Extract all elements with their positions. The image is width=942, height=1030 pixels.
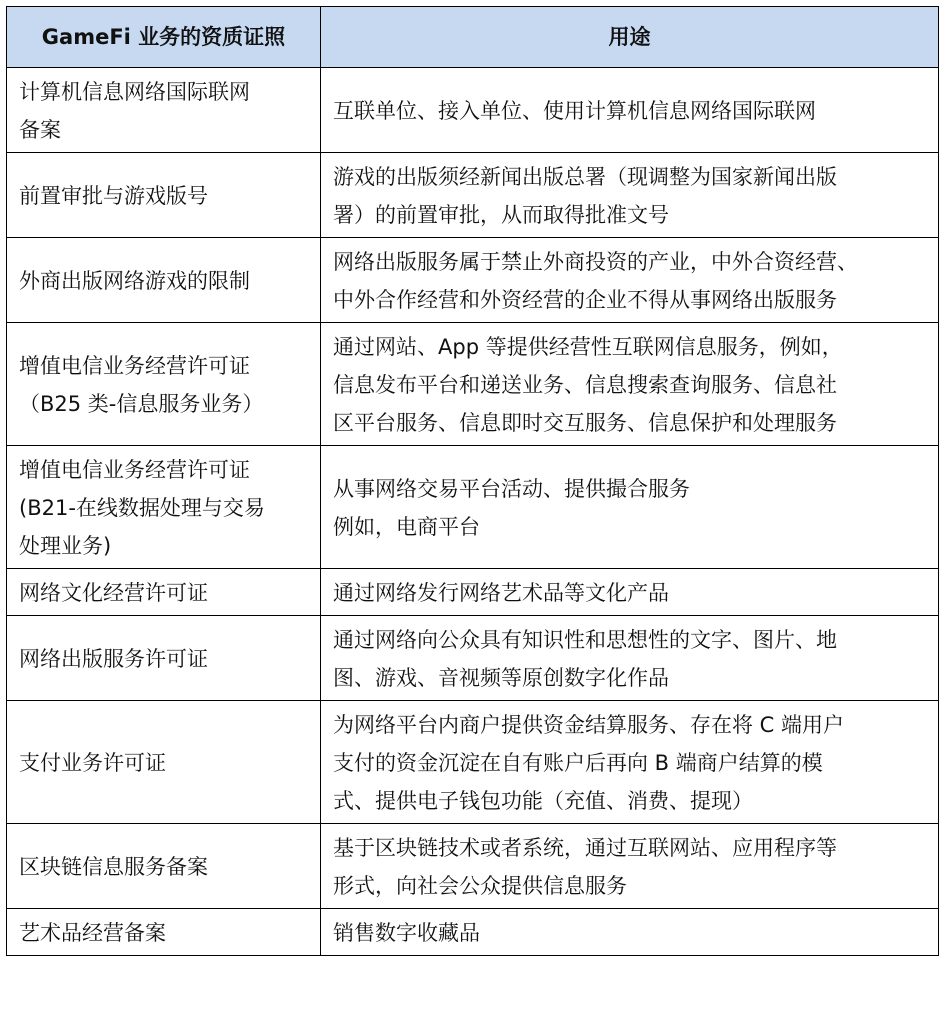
usage-cell (321, 909, 939, 956)
license-cell (7, 909, 321, 956)
cell-line: 处理业务) (19, 534, 112, 558)
table-row (7, 824, 939, 909)
license-cell (7, 824, 321, 909)
cell-line: 通过网站、App 等提供经营性互联网信息服务，例如， (333, 335, 843, 359)
usage-cell (321, 701, 939, 824)
cell-line: 网络文化经营许可证 (19, 581, 208, 605)
usage-cell (321, 824, 939, 909)
header-usage: 用途 (321, 7, 939, 68)
table-row (7, 238, 939, 323)
cell-line: (B21-在线数据处理与交易 (19, 496, 265, 520)
license-cell (7, 323, 321, 446)
license-cell (7, 446, 321, 569)
cell-line: 通过网络向公众具有知识性和思想性的文字、图片、地 (333, 628, 837, 652)
usage-cell (321, 323, 939, 446)
table-row (7, 153, 939, 238)
cell-line: 增值电信业务经营许可证 (19, 458, 250, 482)
table-row (7, 446, 939, 569)
cell-line: 计算机信息网络国际联网 (19, 80, 250, 104)
cell-line: 增值电信业务经营许可证 (19, 354, 250, 378)
cell-line: 基于区块链技术或者系统，通过互联网站、应用程序等 (333, 836, 837, 860)
cell-line: 区块链信息服务备案 (19, 855, 208, 879)
license-cell (7, 238, 321, 323)
cell-line: 备案 (19, 118, 61, 142)
license-cell (7, 701, 321, 824)
cell-line: 网络出版服务属于禁止外商投资的产业，中外合资经营、 (333, 250, 858, 274)
table-row (7, 616, 939, 701)
usage-cell (321, 153, 939, 238)
cell-line: 外商出版网络游戏的限制 (19, 269, 250, 293)
table-row (7, 909, 939, 956)
header-license: GameFi 业务的资质证照 (7, 7, 321, 68)
cell-line: 支付业务许可证 (19, 751, 166, 775)
cell-line: 署）的前置审批，从而取得批准文号 (333, 203, 669, 227)
usage-cell (321, 68, 939, 153)
cell-line: 为网络平台内商户提供资金结算服务、存在将 C 端用户 (333, 713, 845, 737)
cell-line: 前置审批与游戏版号 (19, 184, 208, 208)
usage-cell (321, 616, 939, 701)
cell-line: 销售数字收藏品 (333, 921, 480, 945)
license-cell (7, 616, 321, 701)
cell-line: 例如，电商平台 (333, 515, 480, 539)
usage-cell (321, 569, 939, 616)
cell-line: 互联单位、接入单位、使用计算机信息网络国际联网 (333, 99, 816, 123)
cell-line: 支付的资金沉淀在自有账户后再向 B 端商户结算的模 (333, 751, 823, 775)
license-cell (7, 153, 321, 238)
license-cell (7, 68, 321, 153)
license-table-container (6, 6, 939, 956)
cell-line: 通过网络发行网络艺术品等文化产品 (333, 581, 669, 605)
cell-line: 从事网络交易平台活动、提供撮合服务 (333, 477, 690, 501)
cell-line: 区平台服务、信息即时交互服务、信息保护和处理服务 (333, 411, 837, 435)
license-cell (7, 569, 321, 616)
cell-line: （B25 类-信息服务业务） (19, 392, 264, 416)
cell-line: 网络出版服务许可证 (19, 647, 208, 671)
cell-line: 艺术品经营备案 (19, 921, 166, 945)
table-header-row (7, 7, 939, 68)
table-row (7, 701, 939, 824)
license-table (6, 6, 939, 956)
cell-line: 式、提供电子钱包功能（充值、消费、提现） (333, 789, 753, 813)
table-row (7, 569, 939, 616)
table-row (7, 68, 939, 153)
cell-line: 游戏的出版须经新闻出版总署（现调整为国家新闻出版 (333, 165, 837, 189)
table-row (7, 323, 939, 446)
cell-line: 图、游戏、音视频等原创数字化作品 (333, 666, 669, 690)
usage-cell (321, 238, 939, 323)
cell-line: 形式，向社会公众提供信息服务 (333, 874, 627, 898)
cell-line: 信息发布平台和递送业务、信息搜索查询服务、信息社 (333, 373, 837, 397)
cell-line: 中外合作经营和外资经营的企业不得从事网络出版服务 (333, 288, 837, 312)
usage-cell (321, 446, 939, 569)
